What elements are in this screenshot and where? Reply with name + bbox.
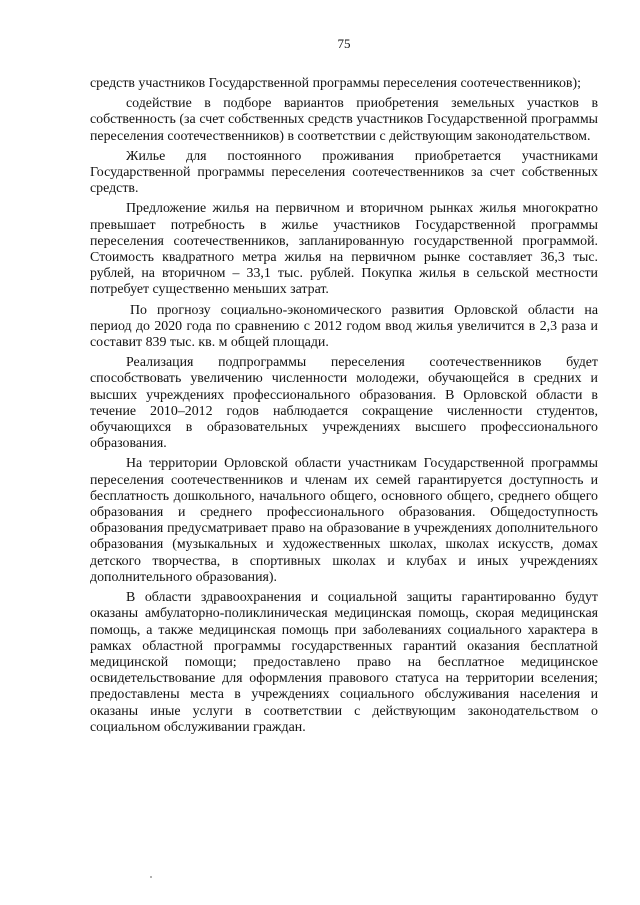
paragraph-land-plots: содействие в подборе вариантов приобретения земельных участков в собственность (за счет собственных средств участников Государственной программы переселения соотечественников) в соответствии с действующим законодательством. [90, 96, 598, 144]
paragraph-housing-forecast: По прогнозу социально-экономического развития Орловской области на период до 2020 года по сравнению с 2012 годом ввод жилья увеличится в 2,3 раза и составит 839 тыс. кв. м общей площади. [90, 302, 598, 351]
scan-speck [150, 876, 152, 878]
paragraph-housing-market: Предложение жилья на первичном и вторичном рынках жилья многократно превышает потребность в жилье участников Государственной программы переселения соотечественников, запланированную государственной программой. Стоимость квадратного метра жилья на первичном рынке составляет 36,3 тыс. рублей, на вторичном – 33,1 тыс. рублей. Покупка жилья в сельской местности потребует существенно меньших затрат. [90, 201, 598, 298]
paragraph-continuation: средств участников Государственной программы переселения соотечественников); [90, 76, 581, 91]
page-number: 75 [337, 36, 351, 51]
paragraph-housing-own-funds: Жилье для постоянного проживания приобретается участниками Государственной программы переселения соотечественников за счет собственных средств. [90, 148, 598, 197]
body-text [90, 76, 598, 736]
paragraph-youth-education: Реализация подпрограммы переселения соотечественников будет способствовать увеличению численности молодежи, обучающейся в средних и высших учреждениях профессионального образования. В Орловской области в течение 2010–2012 годов наблюдается сокращение численности студентов, обучающихся в образовательных учреждениях высшего профессионального образования. [90, 355, 598, 452]
paragraph-healthcare: В области здравоохранения и социальной защиты гарантированно будут оказаны амбулаторно-поликлиническая медицинская помощь, скорая медицинская помощь, а также медицинская помощь при заболеваниях социального характера в рамках областной программы государственных гарантий оказания бесплатной медицинской помощи; предоставлено право на бесплатное медицинское освидетельствование для оформления правового статуса на территории вселения; предоставлены места в учреждениях социального обслуживания населения и оказаны иные услуги в соответствии с действующим законодательством о социальном обслуживании граждан. [90, 590, 598, 735]
paragraph-education-guarantees: На территории Орловской области участникам Государственной программы переселения соотечественников и членам их семей гарантируется доступность и бесплатность дошкольного, начального общего, основного общего, среднего общего образования и среднего профессионального образования. Общедоступность образования предусматривает право на образование в учреждениях дополнительного образования (музыкальных и художественных школах, школах искусств, домах детского творчества, в спортивных школах и клубах и иных учреждениях дополнительного образования). [90, 456, 598, 585]
